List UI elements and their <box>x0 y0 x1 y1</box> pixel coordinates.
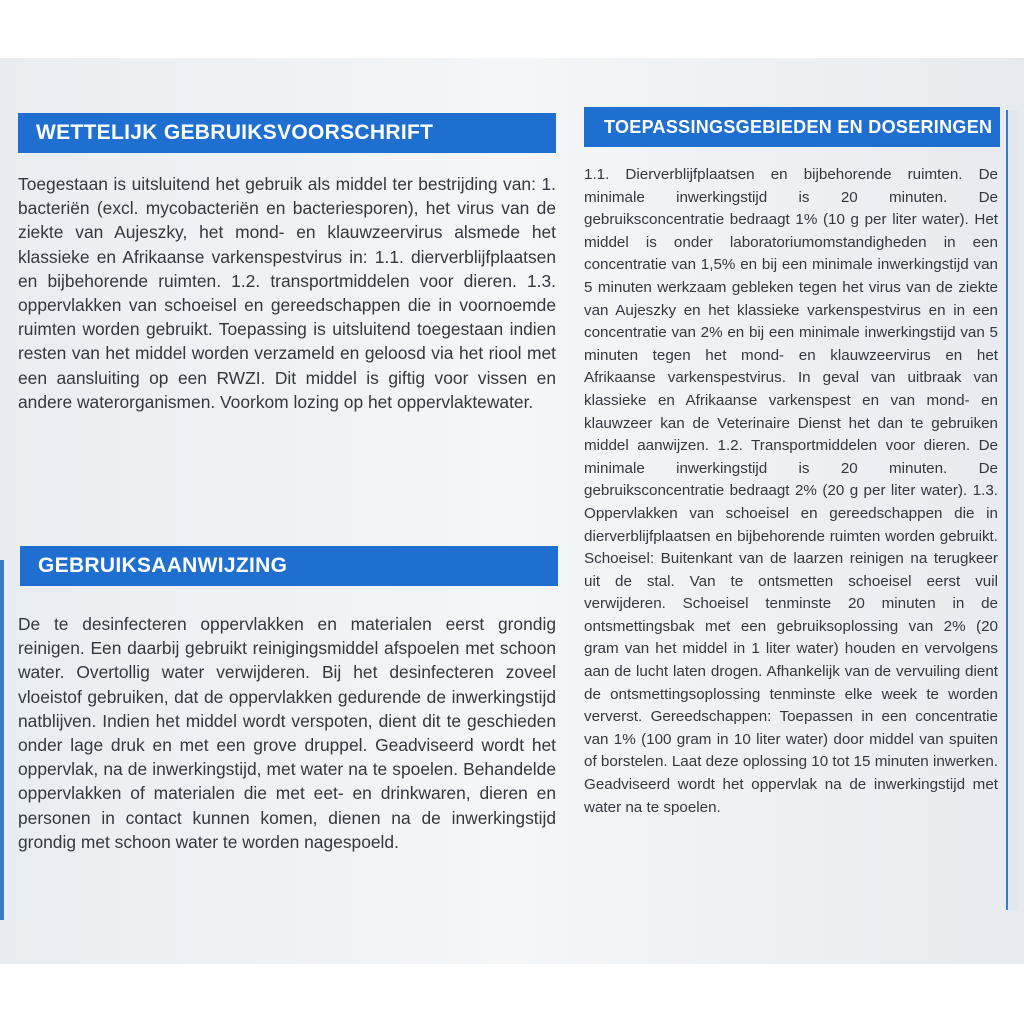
legal-instructions-text <box>18 172 556 414</box>
label-edge-stripe-left <box>0 560 4 920</box>
dosage-paragraph: 1.1. Dierverblijfplaatsen en bijbehorende ruimten. De minimale inwerkingstijd is 20 minuten. De gebruiksconcentratie bedraagt 1% (10 g per liter water). Het middel is onder laboratoriumomstandigheden in een concentratie van 1,5% en bij een minimale inwerkingstijd van 5 minuten werkzaam gebleken tegen het virus van de ziekte van Aujeszky en het klassieke varkenspestvirus en in een concentratie van 2% en bij een minimale inwerkingstijd van 5 minuten tegen het mond- en klauwzeervirus en het Afrikaanse varkenspestvirus. In geval van uitbraak van klassieke en Afrikaanse varkenspest en van mond- en klauwzeer kan de Veterinaire Dienst het dan te gebruiken middel aanwijzen. 1.2. Transportmiddelen voor dieren. De minimale inwerkingstijd is 20 minuten. De gebruiksconcentratie bedraagt 2% (20 g per liter water). 1.3. Oppervlakken van schoeisel en gereedschappen die in dierverblijfplaatsen en bijbehorende ruimten worden gebruikt. Schoeisel: Buitenkant van de laarzen reinigen na terugkeer uit de stal. Van te ontsmetten schoeisel eerst vuil verwijderen. Schoeisel tenminste 20 minuten in de ontsmettingsbak met een gebruiksoplossing van 2% (20 gram van het middel in 1 liter water) houden en vervolgens aan de lucht laten drogen. Afhankelijk van de vervuiling dient de ontsmettingsoplossing tenminste elke week te worden ververst. Gereedschappen: Toepassen in een concentratie van 1% (100 gram in 10 liter water) door middel van spuiten of borstelen. Laat deze oplossing 10 tot 15 minuten inwerken. Geadviseerd wordt het oppervlak na de inwerkingstijd met water na te spoelen. <box>584 166 998 816</box>
heading-wettelijk-gebruiksvoorschrift: WETTELIJK GEBRUIKSVOORSCHRIFT <box>18 113 556 153</box>
heading-toepassingsgebieden-en-doseringen: TOEPASSINGSGEBIEDEN EN DOSERINGEN <box>584 107 1000 147</box>
dosage-text <box>584 164 998 819</box>
usage-instructions-text <box>18 612 556 854</box>
heading-gebruiksaanwijzing: GEBRUIKSAANWIJZING <box>20 546 558 586</box>
usage-instructions-paragraph: De te desinfecteren oppervlakken en materialen eerst grondig reinigen. Een daarbij gebruikt reinigingsmiddel afspoelen met schoon water. Overtollig water verwijderen. Bij het desinfecteren zoveel vloeistof gebruiken, dat de oppervlakken gedurende de inwerkingstijd natblijven. Indien het middel wordt verspoten, dient dit te geschieden onder lage druk en met een grove druppel. Geadviseerd wordt het oppervlak, na de inwerkingstijd, met water na te spoelen. Behandelde oppervlakken of materialen die met eet- en drinkwaren, dieren en personen in contact kunnen komen, dienen na de inwerkingstijd grondig met schoon water te worden nagespoeld. <box>18 614 556 852</box>
background-bottom <box>0 964 1024 1024</box>
legal-instructions-paragraph: Toegestaan is uitsluitend het gebruik als middel ter bestrijding van: 1. bacteriën (excl. mycobacteriën en bacteriesporen), het virus van de ziekte van Aujeszky, het mond- en klauwzeervirus alsmede het klassieke en Afrikaanse varkenspestvirus in: 1.1. dierverblijfplaatsen en bijbehorende ruimten. 1.2. transportmiddelen voor dieren. 1.3. oppervlakken van schoeisel en gereedschappen die in voornoemde ruimten worden gebruikt. Toepassing is uitsluitend toegestaan indien resten van het middel worden verzameld en geloosd via het riool met een aansluiting op een RWZI. Dit middel is giftig voor vissen en andere waterorganismen. Voorkom lozing op het oppervlaktewater. <box>18 174 556 412</box>
label-edge-stripe-right <box>1006 110 1018 910</box>
background-top <box>0 0 1024 58</box>
